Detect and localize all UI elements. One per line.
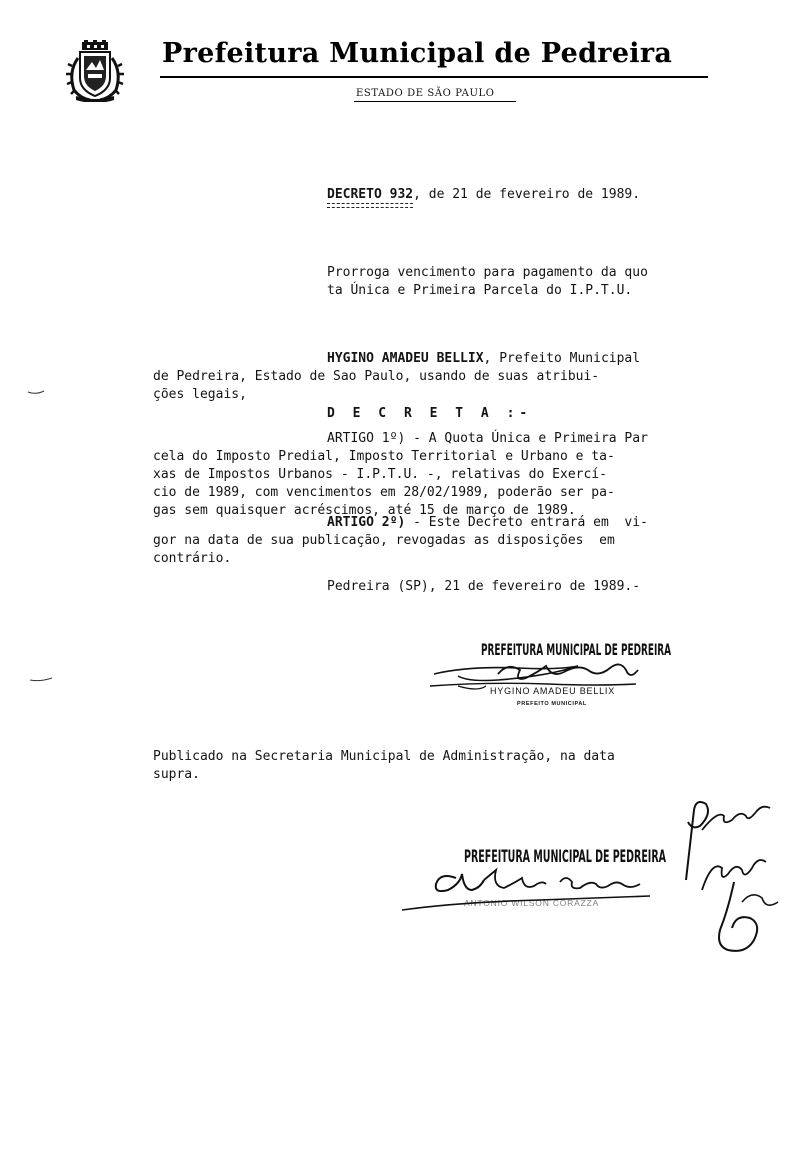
decree-date: , de 21 de fevereiro de 1989. [413, 187, 641, 202]
decree-heading [327, 186, 640, 204]
decreta-heading: D E C R E T A :- [327, 406, 533, 421]
preamble-text: , Prefeito Municipal [483, 351, 641, 366]
margin-annotation-icon [662, 790, 782, 960]
article-line: contrário. [153, 551, 232, 566]
mayor-stamp-role: PREFEITO MUNICIPAL [517, 701, 587, 707]
publication-note [153, 748, 615, 784]
article-line: cela do Imposto Predial, Imposto Territorial e Urbano e ta- [153, 449, 615, 464]
decree-preamble [153, 350, 640, 404]
article-1 [153, 430, 648, 520]
article-line: gor na data de sua publicação, revogadas as disposições em [153, 533, 615, 548]
preamble-line: ções legais, [153, 387, 247, 402]
secretary-stamp-name: ANTONIO WILSON CORAZZA [464, 898, 600, 908]
article-line: cio de 1989, com vencimentos em 28/02/1989, poderão ser pa- [153, 485, 615, 500]
summary-line: Prorroga vencimento para pagamento da quo [327, 265, 648, 280]
mayor-stamp-title: PREFEITURA MUNICIPAL DE PEDREIRA [481, 640, 672, 659]
municipal-crest-icon [66, 40, 124, 102]
letterhead-subtitle: ESTADO DE SÃO PAULO [356, 88, 495, 99]
article-1-label: ARTIGO 1º) [327, 431, 406, 446]
article-line: xas de Impostos Urbanos - I.P.T.U. -, relativas do Exercí- [153, 467, 607, 482]
letterhead-subtitle-rule [354, 101, 516, 102]
decree-number: DECRETO 932 [327, 186, 413, 204]
letterhead-rule [160, 76, 708, 78]
mayor-stamp-name: HYGINO AMADEU BELLIX [490, 686, 616, 696]
article-2 [153, 514, 648, 568]
publication-line: Publicado na Secretaria Municipal de Administração, na data [153, 749, 615, 764]
mayor-name: HYGINO AMADEU BELLIX [327, 351, 484, 366]
preamble-line: de Pedreira, Estado de Sao Paulo, usando de suas atribui- [153, 369, 600, 384]
article-line: gas sem quaisquer acréscimos, até 15 de março de 1989. [153, 503, 576, 518]
letterhead-title: Prefeitura Municipal de Pedreira [162, 38, 673, 69]
article-2-label: ARTIGO 2º) [327, 515, 406, 530]
publication-line: supra. [153, 767, 200, 782]
secretary-stamp-title: PREFEITURA MUNICIPAL DE PEDREIRA [464, 847, 666, 867]
article-text: - A Quota Única e Primeira Par [405, 431, 648, 446]
summary-line: ta Única e Primeira Parcela do I.P.T.U. [327, 283, 633, 298]
article-text: - Este Decreto entrará em vi- [405, 515, 648, 530]
place-and-date: Pedreira (SP), 21 de fevereiro de 1989.- [327, 579, 641, 594]
decree-summary [327, 264, 648, 300]
